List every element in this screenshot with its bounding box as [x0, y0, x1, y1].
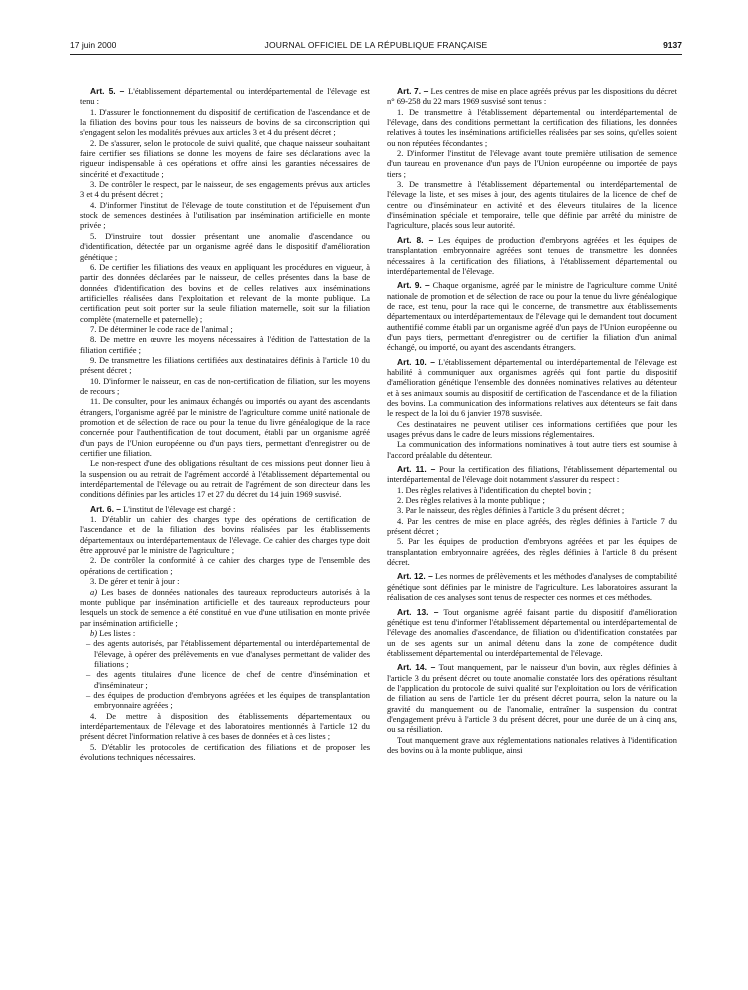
body-paragraph: 5. D'établir les protocoles de certification des filiations et de proposer les évolutions techniques nécessaires. — [80, 741, 370, 762]
article-text: L'établissement départemental ou interdépartemental de l'élevage est tenu : — [80, 86, 370, 107]
body-paragraph: 3. De gérer et tenir à jour : — [90, 576, 180, 587]
dash-list-item: – des agents autorisés, par l'établissement départemental ou interdépartemental de l'élevage, à opérer des prélèvements en vue d'analyses permettant de valider des filiations ; — [86, 638, 370, 669]
body-paragraph: 9. De transmettre les filiations certifiées aux destinataires définis à l'article 10 du présent décret ; — [80, 354, 370, 376]
article-text: L'établissement départemental ou interdépartemental de l'élevage est habilité à communiquer aux organismes agréés qui font partie du dispositif d'amélioration génétique l'ensemble des données nominatives relatives au détenteur et à ses animaux soumis au dispositif de certification de l'ascendance et de la filiation des bovins. La communication des informations relatives aux détenteurs se fait dans le respect de la loi du 6 janvier 1978 susvisée. — [387, 356, 677, 419]
left-column — [80, 86, 370, 966]
article-text: Chaque organisme, agréé par le ministre de l'agriculture comme Unité nationale de promotion et de sélection de race ou pour la tenue du livre généalogique de race, est tenu, pour la race qui le concerne, de transmettre aux établissements départementaux ou interdépartementaux de l'élevage qui le demandent tout document authentifié comme établi par un organisme agréé d'un pays de l'Union européenne ou d'un pays tiers, permettant d'enregistrer ou de certifier la filiation d'un animal échangé, ou importé, ou ayant des ascendants étrangers. — [387, 280, 677, 353]
body-paragraph: 3. De contrôler le respect, par le naisseur, de ses engagements prévus aux articles 3 et 4 du présent décret ; — [80, 179, 370, 200]
article-paragraph — [80, 86, 370, 107]
article-label: Art. 7. – — [397, 86, 429, 96]
dash-list-item: – des équipes de production d'embryons agréées et les équipes de transplantation embryonnaire agréées ; — [86, 689, 370, 711]
page-number: 9137 — [663, 40, 682, 50]
paragraph-letter: b) — [90, 627, 98, 638]
paragraph-letter: a) — [90, 586, 98, 597]
body-paragraph: 8. De mettre en œuvre les moyens nécessaires à l'édition de l'attestation de la filiation certifiée ; — [80, 334, 370, 355]
body-paragraph: 10. D'informer le naisseur, en cas de non-certification de filiation, sur les moyens de recours ; — [80, 375, 370, 396]
paragraph-text: Les listes : — [97, 627, 136, 638]
body-paragraph: Le non-respect d'une des obligations résultant de ces missions peut donner lieu à la suspension ou au retrait de l'agrément accordé à l'établissement départemental ou interdépartemental de l'élevage ou au retrait de l'agrément de son directeur dans les conditions définies par les articles 17 et 27 du décret du 14 juin 1969 susvisé. — [80, 458, 370, 500]
header-date: 17 juin 2000 — [70, 40, 117, 50]
article-text: Tout organisme agréé faisant partie du dispositif d'amélioration génétique est tenu d'informer l'établissement départemental ou interdépartemental de l'élevage des anomalies d'ascendance, de filiation ou d'identification constatées par un de ses agents sur un animal détenu dans la zone de compétence dudit établissement départemental ou interdépartemental de l'élevage. — [387, 606, 677, 658]
article-paragraph — [387, 357, 677, 419]
lettered-paragraph — [80, 587, 370, 628]
body-paragraph: 1. D'établir un cahier des charges type des opérations de certification de l'ascendance et de la filiation des bovins réalisées par les établissements départementaux ou interdépartementaux de l'élevage. Ce cahier des charges type doit être approuvé par le ministre de l'agriculture ; — [80, 514, 370, 556]
body-paragraph: 4. Par les centres de mise en place agréés, des règles définies à l'article 7 du présent décret ; — [387, 515, 677, 537]
header-rule — [70, 54, 682, 55]
body-paragraph: 3. Par le naisseur, des règles définies à l'article 3 du présent décret ; — [397, 505, 625, 516]
body-paragraph: 5. D'instruire tout dossier présentant une anomalie d'ascendance ou d'identification, détectée par un organisme agréé dans le dispositif d'amélioration génétique ; — [80, 230, 370, 262]
body-paragraph: 5. Par les équipes de production d'embryons agréées et par les équipes de transplantation embryonnaire agréées, des règles définies à l'article 8 du présent décret. — [387, 536, 677, 568]
article-paragraph — [387, 235, 677, 276]
article-paragraph — [80, 504, 370, 514]
journal-title: JOURNAL OFFICIEL DE LA RÉPUBLIQUE FRANÇAISE — [264, 40, 488, 50]
body-paragraph: Tout manquement grave aux réglementations nationales relatives à l'identification des bovins ou à la monte publique, ainsi — [387, 734, 677, 755]
article-text: L'institut de l'élevage est chargé : — [120, 503, 236, 514]
article-label: Art. 8. – — [397, 234, 434, 245]
body-paragraph: 1. De transmettre à l'établissement départemental ou interdépartemental de l'élevage, dans des conditions permettant la certification des filiations, les données relatives à toutes les inséminations artificielles réalisées par ses soins, qu'elles soient ou non réputées fécondantes ; — [387, 106, 677, 148]
body-paragraph: Ces destinataires ne peuvent utiliser ces informations certifiées que pour les usages prévus dans le cadre de leurs missions réglementaires. — [387, 418, 677, 439]
body-paragraph: 1. Des règles relatives à l'identification du cheptel bovin ; — [397, 484, 592, 495]
article-paragraph — [387, 571, 677, 602]
article-text: Les normes de prélèvements et les méthodes d'analyses de comptabilité génétique sont définies par le ministre de l'agriculture. Les laboratoires assurant la réalisation de ces analyses sont tenus de respecter ces normes et ces méthodes. — [387, 571, 677, 603]
paragraph-text: Les bases de données nationales des taureaux reproducteurs autorisés à la monte publique par insémination artificielle et des taureaux reproducteurs pour lesquels un stock de semence a été constitué en vue d'une utilisation en monte privée par insémination artificielle ; — [80, 586, 370, 628]
article-label: Art. 11. – — [397, 464, 436, 475]
body-paragraph: 2. De contrôler la conformité à ce cahier des charges type de l'ensemble des opérations de certification ; — [80, 555, 370, 576]
body-paragraph: 3. De transmettre à l'établissement départemental ou interdépartemental de l'élevage la liste, et ses mises à jour, des agents titulaires de la licence de chef de centre ou d'inséminateur en activité et des éleveurs titulaires de la licence d'insémination spéciale et temporaire, telle que définie par arrêté du ministre de l'agriculture, placés sous leur autorité. — [387, 179, 677, 231]
body-paragraph: 6. De certifier les filiations des veaux en appliquant les procédures en vigueur, à partir des données déclarées par le naisseur, de celles présentes dans la base de données d'identification des bovins et de celles relatives aux inséminations artificielles réalisées dans l'exploitation et relevant de la monte publique. La certification peut soit porter sur la seule filiation maternelle, soit sur la filiation complète (maternelle et paternelle) ; — [80, 261, 370, 324]
article-paragraph — [387, 662, 677, 734]
article-label: Art. 10. – — [397, 356, 435, 367]
body-paragraph: 4. De mettre à disposition des établissements départementaux ou interdépartementaux de l'élevage et des laboratoires mentionnés à l'article 12 du présent décret l'information relative à ces bases de données et à ces listes ; — [80, 710, 370, 742]
article-label: Art. 9. – — [397, 280, 430, 291]
page-header — [70, 40, 682, 54]
article-text: Pour la certification des filiations, l'établissement départemental ou interdépartemental de l'élevage doit notamment s'assurer du respect : — [387, 464, 677, 485]
article-paragraph — [387, 464, 677, 485]
body-paragraph: 2. De s'assurer, selon le protocole de suivi qualité, que chaque naisseur souhaitant faire certifier ses filiations se donne les moyens de faire ses déclarations avec la rigueur indispensable à ces opérations et offre ainsi les garanties nécessaires de sincérité et d'exactitude ; — [80, 137, 370, 179]
article-label: Art. 6. – — [90, 503, 121, 514]
right-column — [387, 86, 677, 966]
article-paragraph — [387, 86, 677, 107]
body-paragraph: 1. D'assurer le fonctionnement du dispositif de certification de l'ascendance et de la filiation des bovins pour tous les naisseurs de bovins de sa circonscription qui s'engagent selon les modalités prévues aux articles 3 et 4 du présent décret ; — [80, 106, 370, 138]
article-text: Tout manquement, par le naisseur d'un bovin, aux règles définies à l'article 3 du présent décret ou toute anomalie constatée lors des opérations résultant de l'application du protocole de suivi qualité sur l'exploitation ou lors de vérification de filiation au sens de l'article 1er du présent décret pourra, selon la nature ou la gravité du manquement ou de l'anomalie, entraîner la suspension du contrat d'engagement prévu à l'article 3 du présent décret, pour une durée de un à cinq ans, ou sa résiliation. — [387, 662, 677, 735]
body-paragraph: 11. De consulter, pour les animaux échangés ou importés ou ayant des ascendants étrangers, l'organisme agréé par le ministre de l'agriculture comme unité nationale de promotion et de sélection de race ou pour la tenue du livre généalogique de la race concernée pour l'authentification de tout document, établi par un organisme agréé d'un pays de l'Union européenne ou d'un pays tiers, permettant d'enregistrer ou de certifier une filiation. — [80, 396, 370, 459]
body-paragraph: 2. D'informer l'institut de l'élevage avant toute première utilisation de semence d'un taureau en provenance d'un pays de l'Union européenne ou importée de pays tiers ; — [387, 148, 677, 179]
dash-list-item: – des agents titulaires d'une licence de chef de centre d'insémination et d'inséminateur ; — [86, 669, 370, 690]
article-label: Art. 14. – — [397, 662, 436, 673]
article-label: Art. 13. – — [397, 606, 439, 617]
article-label: Art. 5. – — [90, 86, 125, 96]
body-paragraph: 4. D'informer l'institut de l'élevage de toute constitution et de l'épuisement d'un stock de semences destinées à l'utilisation par insémination artificielle en monte privée ; — [80, 199, 370, 231]
article-paragraph — [387, 607, 677, 659]
article-label: Art. 12. – — [397, 571, 433, 582]
body-paragraph: La communication des informations nominatives à tout autre tiers est soumise à l'accord préalable du détenteur. — [387, 439, 677, 460]
body-paragraph: 7. De déterminer le code race de l'animal ; — [90, 323, 233, 334]
lettered-paragraph — [80, 628, 370, 638]
body-paragraph: 2. Des règles relatives à la monte publique ; — [397, 495, 545, 506]
article-text: Les centres de mise en place agréés prévus par les dispositions du décret n° 69-258 du 22 mars 1969 susvisé sont tenus : — [387, 86, 677, 107]
article-paragraph — [387, 280, 677, 352]
article-text: Les équipes de production d'embryons agréées et les équipes de transplantation embryonnaire agréées sont tenues de transmettre les données nécessaires à la certification des filiations, à l'établissement départemental ou interdépartemental de l'élevage. — [387, 234, 677, 276]
